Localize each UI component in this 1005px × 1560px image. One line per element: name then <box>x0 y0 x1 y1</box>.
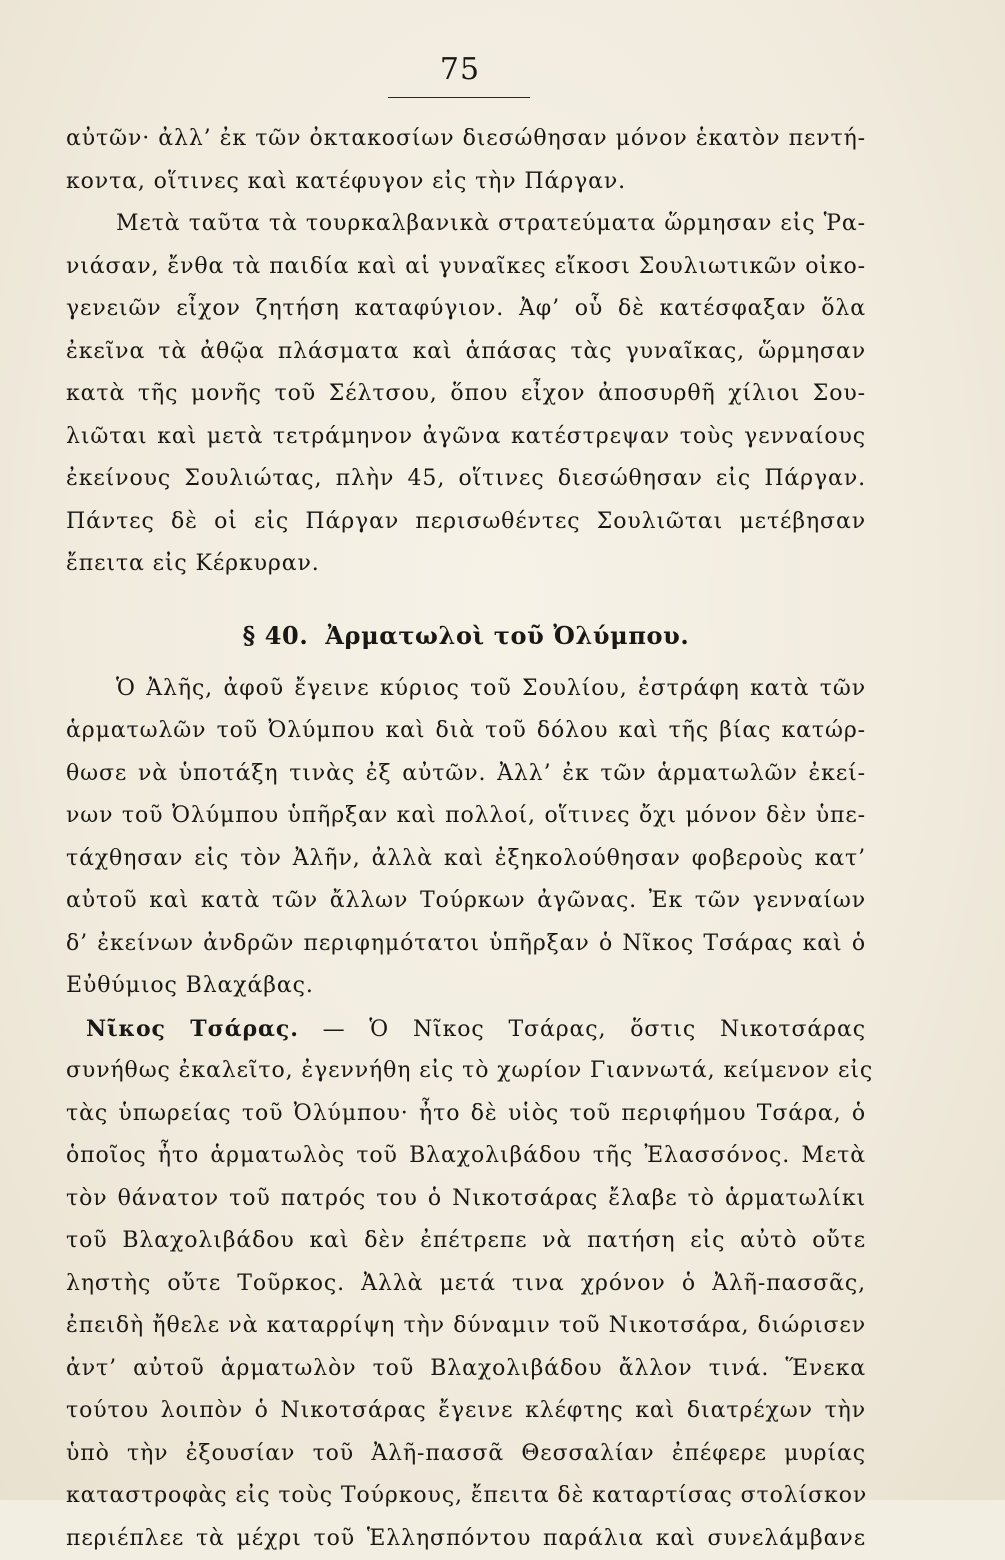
body-line: καταστροφὰς εἰς τοὺς Τούρκους, ἔπειτα δὲ καταρτίσας στολίσκον <box>66 1475 866 1518</box>
page-body <box>66 118 866 1560</box>
body-line: τούτου λοιπὸν ὁ Νικοτσάρας ἔγεινε κλέφτης καὶ διατρέχων τὴν <box>66 1390 866 1433</box>
body-line: θωσε νὰ ὑποτάξη τινὰς ἐξ αὐτῶν. Ἀλλ’ ἐκ τῶν ἁρματωλῶν ἐκεί- <box>66 753 866 796</box>
paragraph-lead-rest: — Ὁ Νῖκος Τσάρας, ὅστις Νικοτσάρας <box>299 1017 866 1042</box>
body-line-lead <box>66 1008 866 1051</box>
paragraph-lead-bold: Νῖκος Τσάρας. <box>86 1016 299 1042</box>
body-line: ὁποῖος ἦτο ἁρματωλὸς τοῦ Βλαχολιβάδου τῆς Ἐλασσόνος. Μετὰ <box>66 1135 866 1178</box>
body-line: κατὰ τῆς μονῆς τοῦ Σέλτσου, ὅπου εἶχον ἀποσυρθῆ χίλιοι Σου- <box>66 373 866 416</box>
body-line: ἀντ’ αὐτοῦ ἁρματωλὸν τοῦ Βλαχολιβάδου ἄλλον τινά. Ἕνεκα <box>66 1348 866 1391</box>
body-line: γενειῶν εἶχον ζητήση καταφύγιον. Ἀφ’ οὗ δὲ κατέσφαξαν ὅλα <box>66 288 866 331</box>
body-line: ἐκείνους Σουλιώτας, πλὴν 45, οἵτινες διεσώθησαν εἰς Πάργαν. <box>66 458 866 501</box>
body-line: ληστὴς οὔτε Τοῦρκος. Ἀλλὰ μετά τινα χρόνον ὁ Ἀλῆ-πασσᾶς, <box>66 1263 866 1306</box>
section-heading <box>66 600 866 672</box>
body-line: νιάσαν, ἔνθα τὰ παιδία καὶ αἱ γυναῖκες εἴκοσι Σουλιωτικῶν οἰκο- <box>66 246 866 289</box>
body-line: Ὁ Ἀλῆς, ἀφοῦ ἔγεινε κύριος τοῦ Σουλίου, ἐστράφη κατὰ τῶν <box>66 668 866 711</box>
page-number-rule <box>388 97 530 98</box>
section-number: § 40. <box>243 621 309 650</box>
body-line: Εὐθύμιος Βλαχάβας. <box>66 965 866 1008</box>
body-line: Πάντες δὲ οἱ εἰς Πάργαν περισωθέντες Σουλιῶται μετέβησαν <box>66 501 866 544</box>
body-line: περιέπλεε τὰ μέχρι τοῦ Ἑλλησπόντου παράλια καὶ συνελάμβανε <box>66 1518 866 1560</box>
body-line: κοντα, οἵτινες καὶ κατέφυγον εἰς τὴν Πάργαν. <box>66 161 866 204</box>
body-line: ὑπὸ τὴν ἐξουσίαν τοῦ Ἀλῆ-πασσᾶ Θεσσαλίαν ἐπέφερε μυρίας <box>66 1433 866 1476</box>
body-line: λιῶται καὶ μετὰ τετράμηνον ἀγῶνα κατέστρεψαν τοὺς γενναίους <box>66 416 866 459</box>
body-line: ἔπειτα εἰς Κέρκυραν. <box>66 543 866 586</box>
body-line: αὐτοῦ καὶ κατὰ τῶν ἄλλων Τούρκων ἀγῶνας. Ἐκ τῶν γενναίων <box>66 880 866 923</box>
body-line: ἐκεῖνα τὰ ἀθῷα πλάσματα καὶ ἁπάσας τὰς γυναῖκας, ὥρμησαν <box>66 331 866 374</box>
body-line: δ’ ἐκείνων ἀνδρῶν περιφημότατοι ὑπῆρξαν ὁ Νῖκος Τσάρας καὶ ὁ <box>66 923 866 966</box>
section-title: Ἀρματωλοὶ τοῦ Ὀλύμπου. <box>325 621 689 650</box>
body-line: συνήθως ἐκαλεῖτο, ἐγεννήθη εἰς τὸ χωρίον Γιαννωτά, κείμενον εἰς <box>66 1050 866 1093</box>
body-line: τάχθησαν εἰς τὸν Ἀλῆν, ἀλλὰ καὶ ἐξηκολούθησαν φοβεροὺς κατ’ <box>66 838 866 881</box>
body-line: αὐτῶν· ἀλλ’ ἐκ τῶν ὀκτακοσίων διεσώθησαν μόνον ἑκατὸν πεντή- <box>66 118 866 161</box>
page-number: 75 <box>0 52 920 87</box>
body-line: Μετὰ ταῦτα τὰ τουρκαλβανικὰ στρατεύματα ὥρμησαν εἰς Ῥα- <box>66 203 866 246</box>
body-line: νων τοῦ Ὀλύμπου ὑπῆρξαν καὶ πολλοί, οἵτινες ὄχι μόνον δὲν ὑπε- <box>66 795 866 838</box>
body-line: ἁρματωλῶν τοῦ Ὀλύμπου καὶ διὰ τοῦ δόλου καὶ τῆς βίας κατώρ- <box>66 710 866 753</box>
body-line: τοῦ Βλαχολιβάδου καὶ δὲν ἐπέτρεπε νὰ πατήση εἰς αὐτὸ οὔτε <box>66 1220 866 1263</box>
body-line: τὸν θάνατον τοῦ πατρός του ὁ Νικοτσάρας ἔλαβε τὸ ἁρματωλίκι <box>66 1178 866 1221</box>
body-line: τὰς ὑπωρείας τοῦ Ὀλύμπου· ἦτο δὲ υἱὸς τοῦ περιφήμου Τσάρα, ὁ <box>66 1093 866 1136</box>
body-line: ἐπειδὴ ἤθελε νὰ καταρρίψη τὴν δύναμιν τοῦ Νικοτσάρα, διώρισεν <box>66 1305 866 1348</box>
